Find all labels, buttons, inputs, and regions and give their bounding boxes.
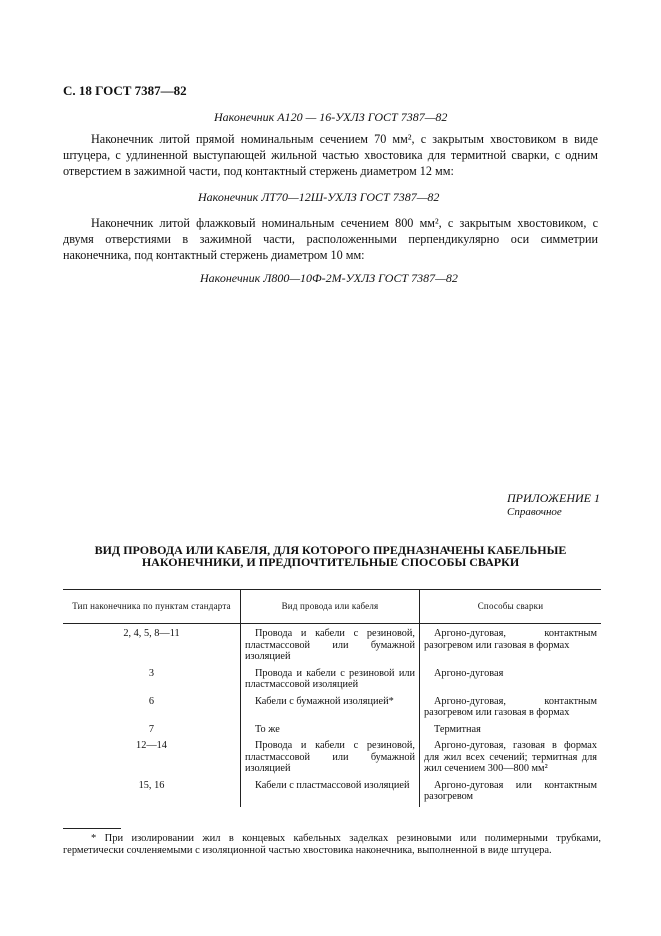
footnote-separator <box>63 828 121 829</box>
cell-lug-type: 6 <box>148 695 155 707</box>
table-row <box>63 739 601 779</box>
header-lug-type: Тип наконечника по пунктам стандарта <box>63 590 241 624</box>
cell-lug-type: 12—14 <box>136 740 167 751</box>
cell-welding-method: Аргоно-дуговая или контактным разогревом <box>420 779 602 807</box>
cell-lug-type: 7 <box>148 723 155 735</box>
table-header-row <box>63 590 601 624</box>
cell-welding-method: Аргоно-дуговая <box>420 667 602 695</box>
page-header: С. 18 ГОСТ 7387—82 <box>63 83 187 98</box>
cell-wire-type: Провода и кабели с резиновой, пластмассовой или бумажной изоляцией <box>241 739 420 779</box>
appendix-label <box>507 491 600 519</box>
designation-example-2: Наконечник ЛТ70—12Ш-УХЛЗ ГОСТ 7387—82 <box>198 190 440 204</box>
cell-welding-method: Аргоно-дуговая, газовая в формах для жил всех сечений; термитная для жил сечением 300—800 мм² <box>420 739 602 779</box>
cell-wire-type: Кабели с пластмассовой изоляцией <box>241 779 420 807</box>
designation-example-3: Наконечник Л800—10Ф-2М-УХЛЗ ГОСТ 7387—82 <box>200 271 458 285</box>
cell-welding-method: Аргоно-дуговая, контактным разогревом или газовая в формах <box>420 624 602 667</box>
appendix-subtitle: Справочное <box>507 506 562 518</box>
table-row <box>63 667 601 695</box>
table-row <box>63 624 601 667</box>
section-title: ВИД ПРОВОДА ИЛИ КАБЕЛЯ, ДЛЯ КОТОРОГО ПРЕДНАЗНАЧЕНЫ КАБЕЛЬНЫЕ НАКОНЕЧНИКИ, И ПРЕДПОЧТИТЕЛЬНЫЕ СПОСОБЫ СВАРКИ <box>94 543 567 569</box>
table-row <box>63 695 601 723</box>
paragraph-cast-flag-lug: Наконечник литой флажковый номинальным сечением 800 мм², с закрытым хвостовиком, с двумя отверстиями в зажимной части, расположенными перпендикулярно оси симметрии наконечника, под контактный стержень диаметром 10 мм: <box>63 216 598 262</box>
cell-wire-type: Провода и кабели с резиновой или пластмассовой изоляцией <box>241 667 420 695</box>
cell-welding-method: Аргоно-дуговая, контактным разогревом или газовая в формах <box>420 695 602 723</box>
cell-lug-type: 15, 16 <box>138 779 165 791</box>
welding-methods-table <box>63 589 601 807</box>
appendix-title: ПРИЛОЖЕНИЕ 1 <box>507 491 600 505</box>
cell-wire-type: Кабели с бумажной изоляцией* <box>241 695 420 723</box>
cell-lug-type: 2, 4, 5, 8—11 <box>123 628 180 639</box>
header-welding-method: Способы сварки <box>420 590 602 624</box>
cell-lug-type: 3 <box>148 667 155 679</box>
table-row <box>63 723 601 740</box>
paragraph-cast-straight-lug: Наконечник литой прямой номинальным сечением 70 мм², с закрытым хвостовиком в виде штуцера, с удлиненной выступающей жильной частью хвостовика для термитной сварки, с одним отверстием в зажимной части, под контактный стержень диаметром 12 мм: <box>63 132 598 178</box>
cell-wire-type: То же <box>241 723 420 740</box>
cell-welding-method: Термитная <box>420 723 602 740</box>
table-row <box>63 779 601 807</box>
footnote: * При изолировании жил в концевых кабельных заделках резиновыми или полимерными трубками, герметически сочленяемыми с изоляционной частью хвостовика наконечника, выполненной в виде штуцера. <box>63 833 601 856</box>
header-wire-type: Вид провода или кабеля <box>241 590 420 624</box>
cell-wire-type: Провода и кабели с резиновой, пластмассовой или бумажной изоляцией <box>241 624 420 667</box>
designation-example-1: Наконечник А120 — 16-УХЛЗ ГОСТ 7387—82 <box>214 110 448 124</box>
